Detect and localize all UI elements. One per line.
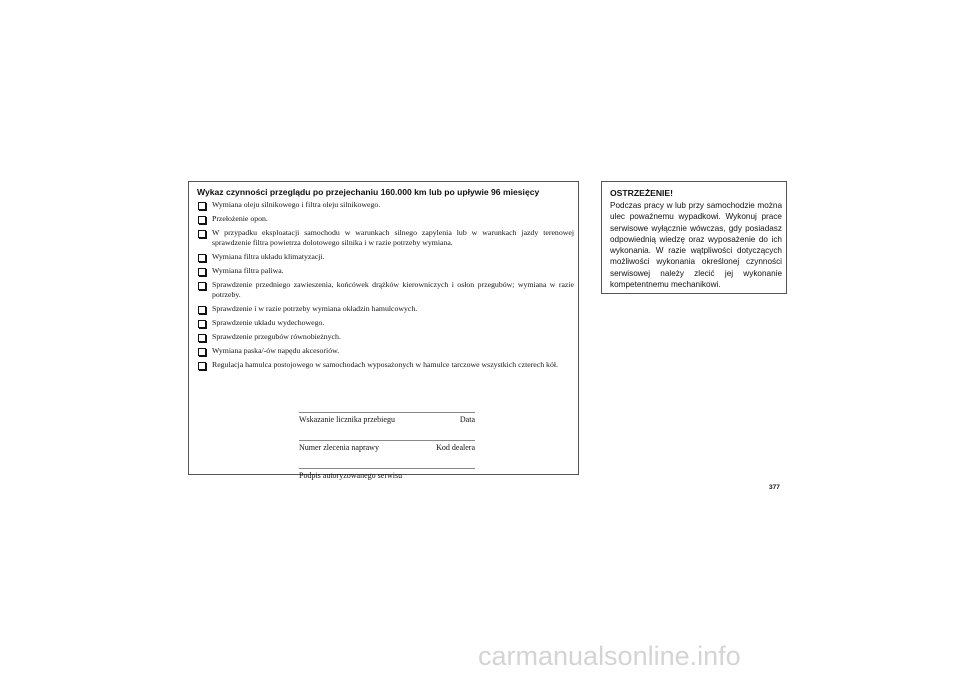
- checklist-item-text: Wymiana oleju silnikowego i filtra oleju silnikowego.: [212, 200, 381, 209]
- checklist-item: [198, 200, 574, 210]
- maintenance-checklist-box: [188, 181, 579, 480]
- checklist-item: [198, 346, 574, 356]
- checklist-item-text: Regulacja hamulca postojowego w samochodach wyposażonych w hamulce tarczowe wszystkich czterech kół.: [212, 360, 558, 370]
- service-signature-line[interactable]: [299, 468, 475, 492]
- odometer-label: Wskazanie licznika przebiegu: [299, 415, 395, 424]
- checkbox-icon[interactable]: [198, 334, 206, 342]
- service-signature-label: Podpis autoryzowanego serwisu: [299, 471, 403, 480]
- checkbox-icon[interactable]: [198, 230, 206, 238]
- date-label: Data: [459, 415, 475, 424]
- checkbox-icon[interactable]: [198, 348, 206, 356]
- checklist-item: [198, 266, 574, 276]
- checkbox-icon[interactable]: [198, 216, 206, 224]
- checklist-item: [198, 280, 574, 300]
- checklist: [198, 200, 574, 374]
- checklist-item: [198, 304, 574, 314]
- checklist-item-text: Wymiana paska/-ów napędu akcesoriów.: [212, 346, 340, 356]
- checklist-item: [198, 318, 574, 328]
- checkbox-icon[interactable]: [198, 254, 206, 262]
- warning-title: OSTRZEŻENIE!: [610, 188, 674, 198]
- signature-area: [299, 408, 475, 492]
- checklist-title: Wykaz czynności przeglądu po przejechaniu 160.000 km lub po upływie 96 miesięcy: [197, 187, 540, 197]
- dealer-code-label: Kod dealera: [436, 443, 475, 452]
- checkbox-icon[interactable]: [198, 202, 206, 210]
- checklist-item: [198, 332, 574, 342]
- watermark: carmanualsonline.info: [478, 641, 741, 671]
- checklist-item-text: Sprawdzenie przedniego zawieszenia, końcówek drążków kierowniczych i osłon przegubów; wymiana w razie potrzeby.: [212, 280, 574, 300]
- checklist-item-text: Sprawdzenie przegubów równobieżnych.: [212, 332, 341, 342]
- checkbox-icon[interactable]: [198, 306, 206, 314]
- repair-order-label: Numer zlecenia naprawy: [299, 443, 379, 452]
- checkbox-icon[interactable]: [198, 320, 206, 328]
- checklist-item-text: Wymiana filtra układu klimatyzacji.: [212, 252, 325, 262]
- checklist-item: [198, 252, 574, 262]
- checklist-item-text: Przełożenie opon.: [212, 214, 268, 223]
- checklist-item-text: W przypadku eksploatacji samochodu w warunkach silnego zapylenia lub w warunkach jazdy terenowej sprawdzenie filtra powietrza dolotowego silnika i w razie potrzeby wymiana.: [212, 228, 574, 248]
- odometer-date-line[interactable]: [299, 412, 475, 436]
- checklist-item-text: Wymiana filtra paliwa.: [212, 266, 284, 276]
- warning-box: [601, 181, 787, 294]
- checklist-item: [198, 228, 574, 248]
- checkbox-icon[interactable]: [198, 362, 206, 370]
- checklist-item-text: Sprawdzenie i w razie potrzeby wymiana okładzin hamulcowych.: [212, 304, 418, 314]
- checkbox-icon[interactable]: [198, 268, 206, 276]
- warning-body: Podczas pracy w lub przy samochodzie można ulec poważnemu wypadkowi. Wykonuj prace serwisowe wyłącznie wówczas, gdy posiadasz odpowiednią wiedzę oraz wyposażenie do ich wykonania. W razie wątpliwości dotyczących możliwości wykonania określonej czynności serwisowej należy zlecić jej wykonanie kompetentnemu mechanikowi.: [610, 201, 782, 290]
- checklist-item: [198, 214, 574, 224]
- order-dealer-line[interactable]: [299, 440, 475, 464]
- checkbox-icon[interactable]: [198, 282, 206, 290]
- page-number: 377: [769, 484, 780, 491]
- checklist-item-text: Sprawdzenie układu wydechowego.: [212, 318, 325, 328]
- checklist-item: [198, 360, 574, 370]
